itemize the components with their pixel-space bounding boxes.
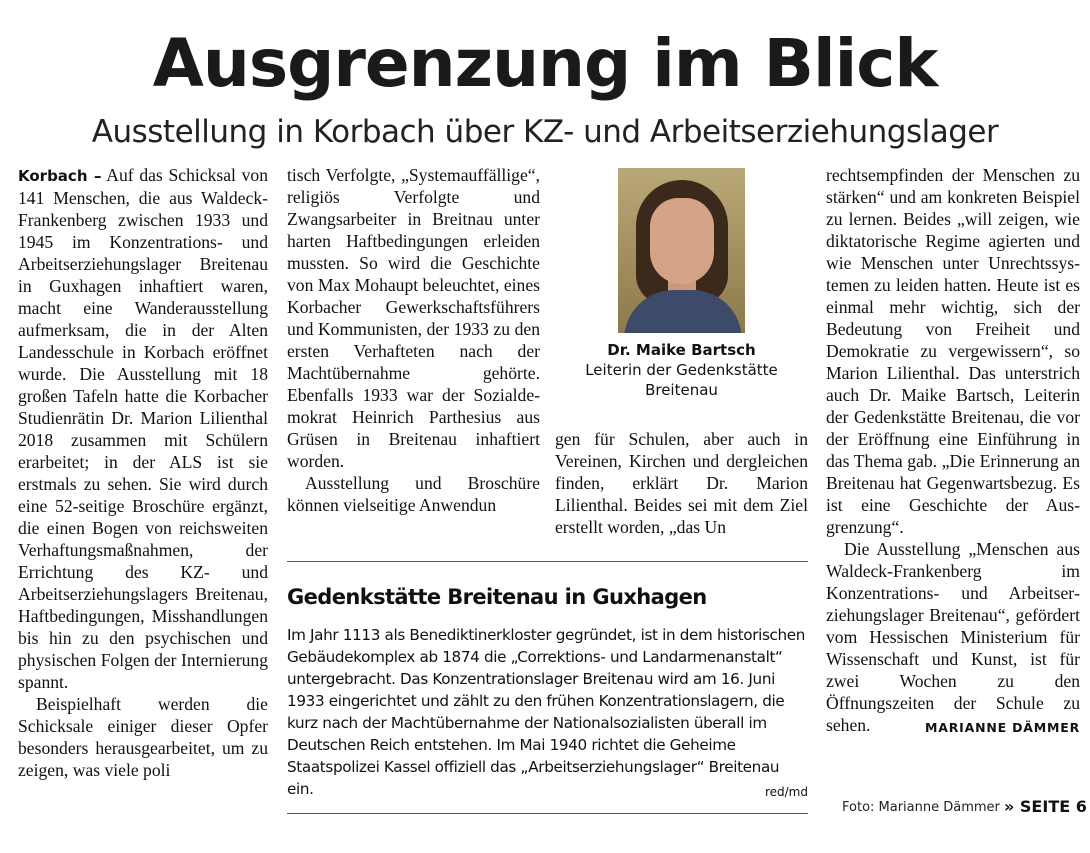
article-paragraph: tisch Verfolgte, „Systemauffällige“, religiös Verfolgte und Zwangsarbeiter in Breitnau unter harten Haftbedingungen erleiden mussten. So wird die Geschichte von Max Mohaupt beleuchtet, eines Korbacher Gewerkschaftsführers und Kommunisten, der 1933 zu den ersten Verhafteten nach der Machtübernahme gehörte. Ebenfalls 1933 war der Sozialdemokrat Heinrich Parthesius aus Grüsen in Breitenau inhaftiert worden. [287, 165, 540, 471]
article-paragraph [826, 538, 1080, 736]
photo-credit: Foto: Marianne Dämmer [842, 800, 1000, 815]
infobox-text [287, 624, 808, 803]
article-paragraph: Beispielhaft werden die Schicksale einiger dieser Opfer besonders herausgearbeitet, um zu zeigen, was viele poli [18, 694, 268, 780]
article-column-3 [555, 428, 808, 538]
photo-caption [555, 340, 808, 400]
article-paragraph [18, 164, 268, 693]
article-paragraph: rechtsempfinden der Menschen zu stärken“ und am konkreten Beispiel zu lernen. Beides „will zeigen, wie diktatorische Regime agierten und wie Menschen unter Unrechtssystemen zu leiden hatten. Heute ist es einmal mehr wichtig, sich der Bedeutung von Freiheit und Demokratie zu vergewissern“, so Marion Lilienthal. Das unterstrich auch Dr. Maike Bartsch, Leiterin der Gedenkstätte Breitenau, die vor der Eröffnung eine Einführung in das Thema gab. „Die Erinnerung an Breitenau hat Gegenwartsbezug. Es ist eine Geschichte der Ausgrenzung“. [826, 165, 1080, 537]
article-column-4 [826, 164, 1080, 739]
article-paragraph: Ausstellung und Broschüre können vielseitige Anwendun [287, 473, 540, 515]
caption-role: Leiterin der Gedenkstätte Breitenau [585, 361, 778, 399]
portrait-photo [618, 168, 745, 333]
paragraph-text: Auf das Schicksal von 141 Menschen, die aus Waldeck-Frankenberg zwischen 1933 und 1945 im Konzentrations- und Arbeitserziehungslager Breitenau in Guxhagen inhaftiert waren, macht eine Wanderausstellung aufmerksam, die in der Alten Landesschule in Korbach eröffnet wurde. Die Ausstellung mit 18 großen Tafeln hatte die Korbacher Studienrätin Dr. Marion Lilienthal 2018 zusammen mit Schülern erarbeitet; in der ALS ist sie erstmals zu sehen. Sie wird durch eine 52-seitige Broschüre ergänzt, die einen Bogen von reichsweiten Verhaftungsmaßnahmen, der Errichtung des KZ- und Arbeitserziehungslagers Breitenau, Haftbedingungen, Misshandlungen bis hin zu den psychischen und physischen Folgen der Internierung spannt. [18, 165, 268, 692]
author-byline: MARIANNE DÄMMER [925, 720, 1080, 735]
article-paragraph: gen für Schulen, aber auch in Vereinen, Kirchen und dergleichen finden, erklärt Dr. Marion Lilienthal. Beides sei mit dem Ziel erstellt worden, „das Un [555, 429, 808, 537]
infobox-title: Gedenkstätte Breitenau in Guxhagen [287, 585, 707, 609]
paragraph-text: Die Ausstellung „Menschen aus Waldeck-Frankenberg im Konzentrations- und Arbeitserziehungslager Breitenau“, gefördert vom Hessischen Ministerium für Wissenschaft und Kunst, ist für zwei Wochen zu den Öffnungszeiten der Schule zu sehen. [826, 539, 1080, 735]
article-column-1 [18, 164, 268, 781]
infobox-top-rule [287, 561, 808, 562]
article-column-2 [287, 164, 540, 516]
subheadline: Ausstellung in Korbach über KZ- und Arbeitserziehungslager [91, 114, 999, 150]
infobox-body: Im Jahr 1113 als Benediktinerkloster gegründet, ist in dem historischen Gebäudekomplex ab 1874 die „Correktions- und Landarmenanstalt“ untergebracht. Das Konzentrationslager Breitenau wird am 16. Juni 1933 eingerichtet und zählt zu den frühen Konzentrationslagern, die kurz nach der Machtübernahme der Nationalsozialisten überall im Deutschen Reich entstehen. Im Mai 1940 richtet die Geheime Staatspolizei Kassel offiziell das „Arbeitserziehungslager“ Breitenau ein. [287, 626, 806, 798]
headline: Ausgrenzung im Blick [152, 25, 938, 102]
infobox-signature: red/md [764, 785, 808, 799]
dateline: Korbach – [18, 167, 102, 185]
page-reference-link[interactable]: » SEITE 6 [1004, 797, 1087, 816]
infobox-bottom-rule [287, 813, 808, 814]
caption-name: Dr. Maike Bartsch [607, 341, 756, 359]
